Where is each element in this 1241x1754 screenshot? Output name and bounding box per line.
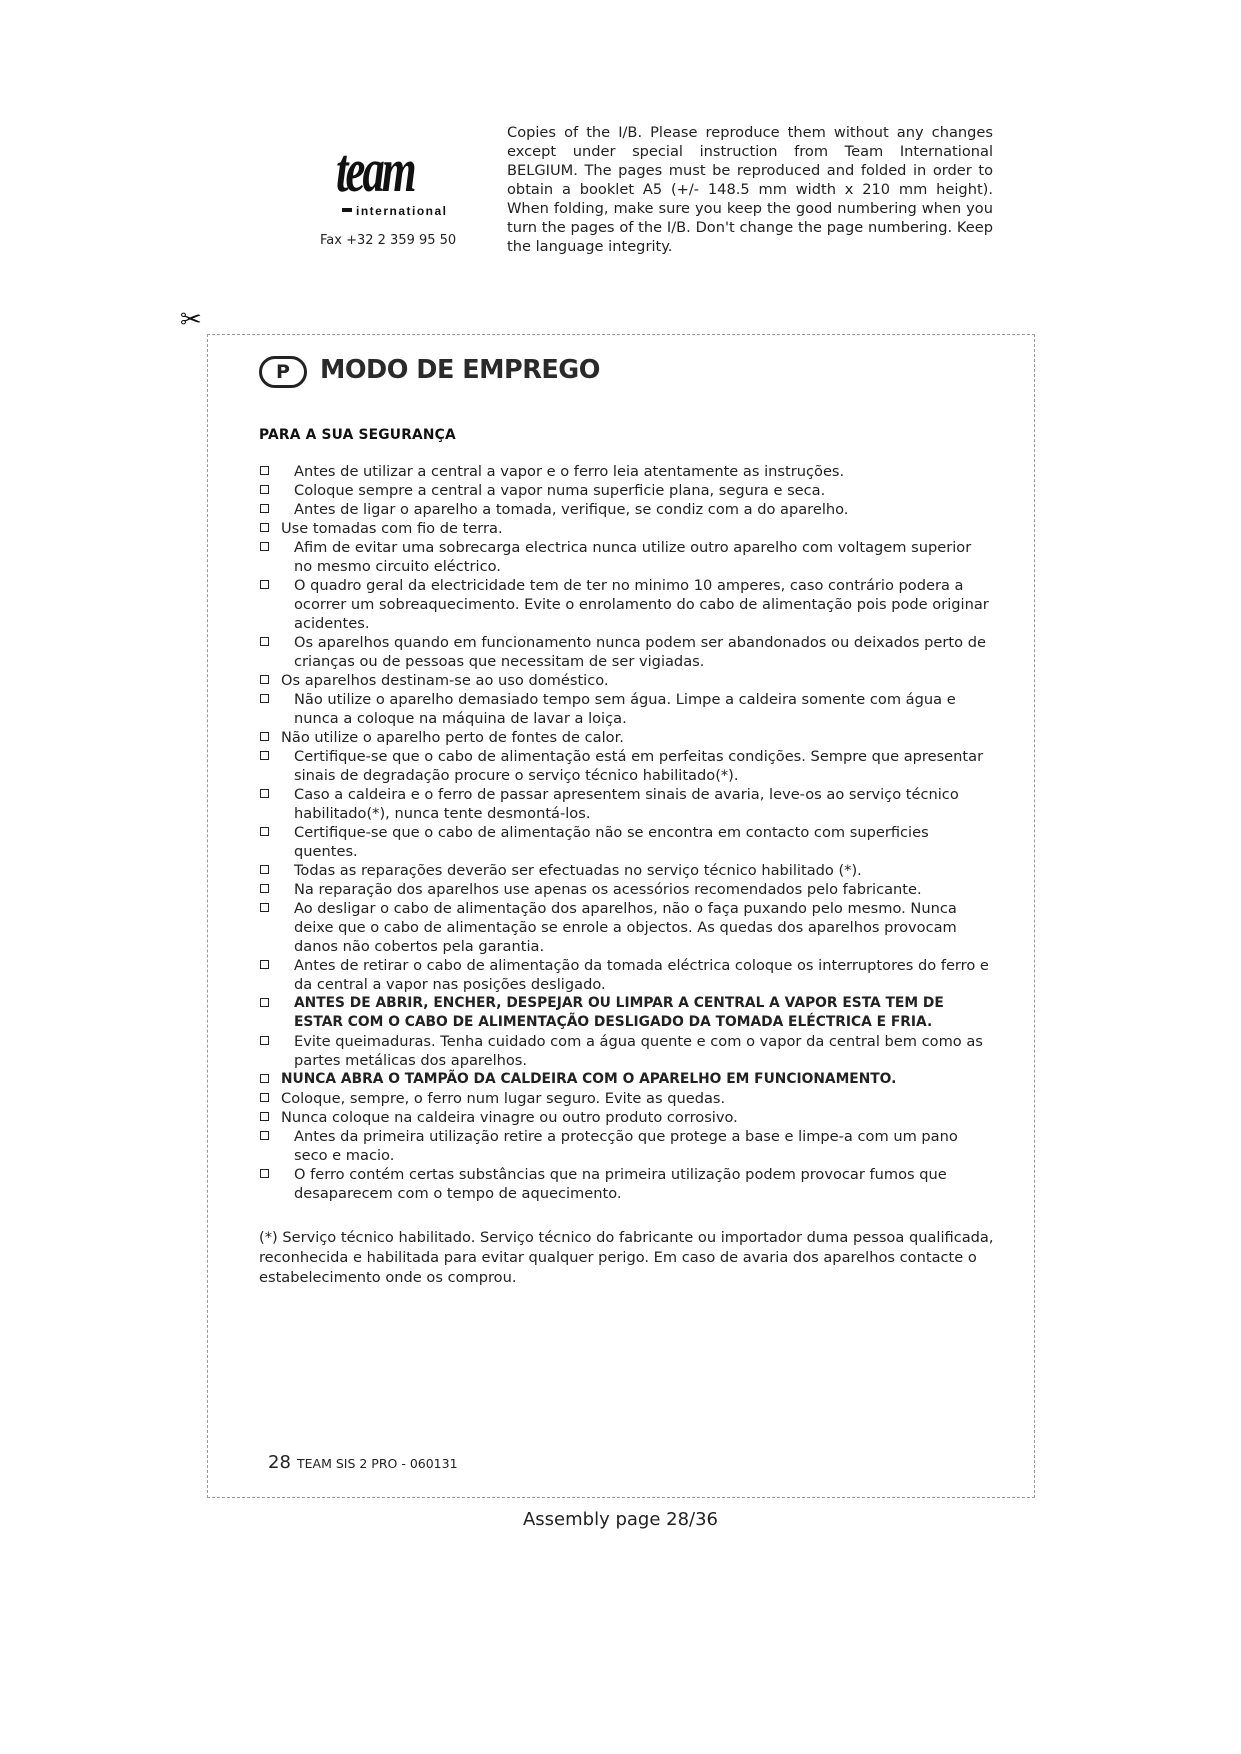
checkbox-bullet-icon (260, 637, 269, 646)
manual-title: MODO DE EMPREGO (320, 355, 600, 385)
logo-wordmark: team (336, 137, 414, 205)
checkbox-bullet-icon (260, 542, 269, 551)
list-item: Afim de evitar uma sobrecarga electrica nunca utilize outro aparelho com voltagem superior no mesmo circuito eléctrico. (259, 538, 994, 576)
list-item: Não utilize o aparelho perto de fontes de calor. (259, 728, 994, 747)
list-item: Caso a caldeira e o ferro de passar apresentem sinais de avaria, leve-os ao serviço técnico habilitado(*), nunca tente desmontá-los. (259, 785, 994, 823)
copies-instructions: Copies of the I/B. Please reproduce them without any changes except under special instruction from Team International BELGIUM. The pages must be reproduced and folded in order to obtain a booklet A5 (+/- 148.5 mm width x 210 mm height). When folding, make sure you keep the good numbering when you turn the pages of the I/B. Don't change the page numbering. Keep the language integrity. (507, 124, 993, 255)
list-item: Antes da primeira utilização retire a protecção que protege a base e limpe-a com um pano seco e macio. (259, 1127, 994, 1165)
list-item-warning: NUNCA ABRA O TAMPÃO DA CALDEIRA COM O APARELHO EM FUNCIONAMENTO. (259, 1070, 994, 1089)
checkbox-bullet-icon (260, 504, 269, 513)
assembly-page-label: Assembly page 28/36 (522, 1509, 719, 1530)
fax-number: Fax +32 2 359 95 50 (320, 233, 457, 248)
checkbox-bullet-icon (260, 1131, 269, 1140)
list-item: Ao desligar o cabo de alimentação dos aparelhos, não o faça puxando pelo mesmo. Nunca deixe que o cabo de alimentação se enrole a objectos. As quedas dos aparelhos provocam danos não cobertos pela garantia. (259, 899, 994, 956)
list-item: Os aparelhos destinam-se ao uso doméstico. (259, 671, 994, 690)
list-item: Certifique-se que o cabo de alimentação não se encontra em contacto com superficies quentes. (259, 823, 994, 861)
list-item: Certifique-se que o cabo de alimentação está em perfeitas condições. Sempre que apresentar sinais de degradação procure o serviço técnico habilitado(*). (259, 747, 994, 785)
checkbox-bullet-icon (260, 884, 269, 893)
page-number: 28 (268, 1452, 291, 1473)
model-code: TEAM SIS 2 PRO - 060131 (297, 1456, 458, 1471)
checkbox-bullet-icon (260, 580, 269, 589)
checkbox-bullet-icon (260, 523, 269, 532)
checkbox-bullet-icon (260, 1112, 269, 1121)
checkbox-bullet-icon (260, 675, 269, 684)
language-badge: P (259, 356, 307, 388)
checkbox-bullet-icon (260, 732, 269, 741)
checkbox-bullet-icon (260, 1169, 269, 1178)
checkbox-bullet-icon (260, 1093, 269, 1102)
checkbox-bullet-icon (260, 998, 269, 1007)
checkbox-bullet-icon (260, 466, 269, 475)
section-heading: PARA A SUA SEGURANÇA (259, 427, 456, 443)
checkbox-bullet-icon (260, 485, 269, 494)
checkbox-bullet-icon (260, 1036, 269, 1045)
checkbox-bullet-icon (260, 1074, 269, 1083)
checkbox-bullet-icon (260, 903, 269, 912)
checkbox-bullet-icon (260, 865, 269, 874)
checkbox-bullet-icon (260, 827, 269, 836)
list-item: O quadro geral da electricidade tem de ter no minimo 10 amperes, caso contrário podera a ocorrer um sobreaquecimento. Evite o enrolamento do cabo de alimentação pois pode originar acidentes. (259, 576, 994, 633)
checkbox-bullet-icon (260, 694, 269, 703)
safety-list (259, 462, 994, 1203)
list-item: Não utilize o aparelho demasiado tempo sem água. Limpe a caldeira somente com água e nunca a coloque na máquina de lavar a loiça. (259, 690, 994, 728)
list-item: Use tomadas com fio de terra. (259, 519, 994, 538)
list-item: Antes de utilizar a central a vapor e o ferro leia atentamente as instruções. (259, 462, 994, 481)
list-item-warning: ANTES DE ABRIR, ENCHER, DESPEJAR OU LIMPAR A CENTRAL A VAPOR ESTA TEM DE ESTAR COM O CABO DE ALIMENTAÇÃO DESLIGADO DA TOMADA ELÉCTRICA E FRIA. (259, 994, 994, 1032)
list-item: Antes de ligar o aparelho a tomada, verifique, se condiz com a do aparelho. (259, 500, 994, 519)
list-item: Os aparelhos quando em funcionamento nunca podem ser abandonados ou deixados perto de crianças ou de pessoas que necessitam de ser vigiadas. (259, 633, 994, 671)
footnote: (*) Serviço técnico habilitado. Serviço técnico do fabricante ou importador duma pessoa qualificada, reconhecida e habilitada para evitar qualquer perigo. Em caso de avaria dos aparelhos contacte o estabelecimento onde os comprou. (259, 1229, 994, 1286)
list-item: Coloque sempre a central a vapor numa superficie plana, segura e seca. (259, 481, 994, 500)
scissors-icon: ✂ (180, 305, 202, 335)
list-item: O ferro contém certas substâncias que na primeira utilização podem provocar fumos que desaparecem com o tempo de aquecimento. (259, 1165, 994, 1203)
list-item: Todas as reparações deverão ser efectuadas no serviço técnico habilitado (*). (259, 861, 994, 880)
list-item: Antes de retirar o cabo de alimentação da tomada eléctrica coloque os interruptores do ferro e da central a vapor nas posições desligado. (259, 956, 994, 994)
checkbox-bullet-icon (260, 751, 269, 760)
list-item: Nunca coloque na caldeira vinagre ou outro produto corrosivo. (259, 1108, 994, 1127)
team-international-logo (318, 118, 458, 228)
list-item: Na reparação dos aparelhos use apenas os acessórios recomendados pelo fabricante. (259, 880, 994, 899)
logo-subtitle: international (356, 204, 448, 218)
list-item: Evite queimaduras. Tenha cuidado com a água quente e com o vapor da central bem como as partes metálicas dos aparelhos. (259, 1032, 994, 1070)
checkbox-bullet-icon (260, 789, 269, 798)
checkbox-bullet-icon (260, 960, 269, 969)
list-item: Coloque, sempre, o ferro num lugar seguro. Evite as quedas. (259, 1089, 994, 1108)
